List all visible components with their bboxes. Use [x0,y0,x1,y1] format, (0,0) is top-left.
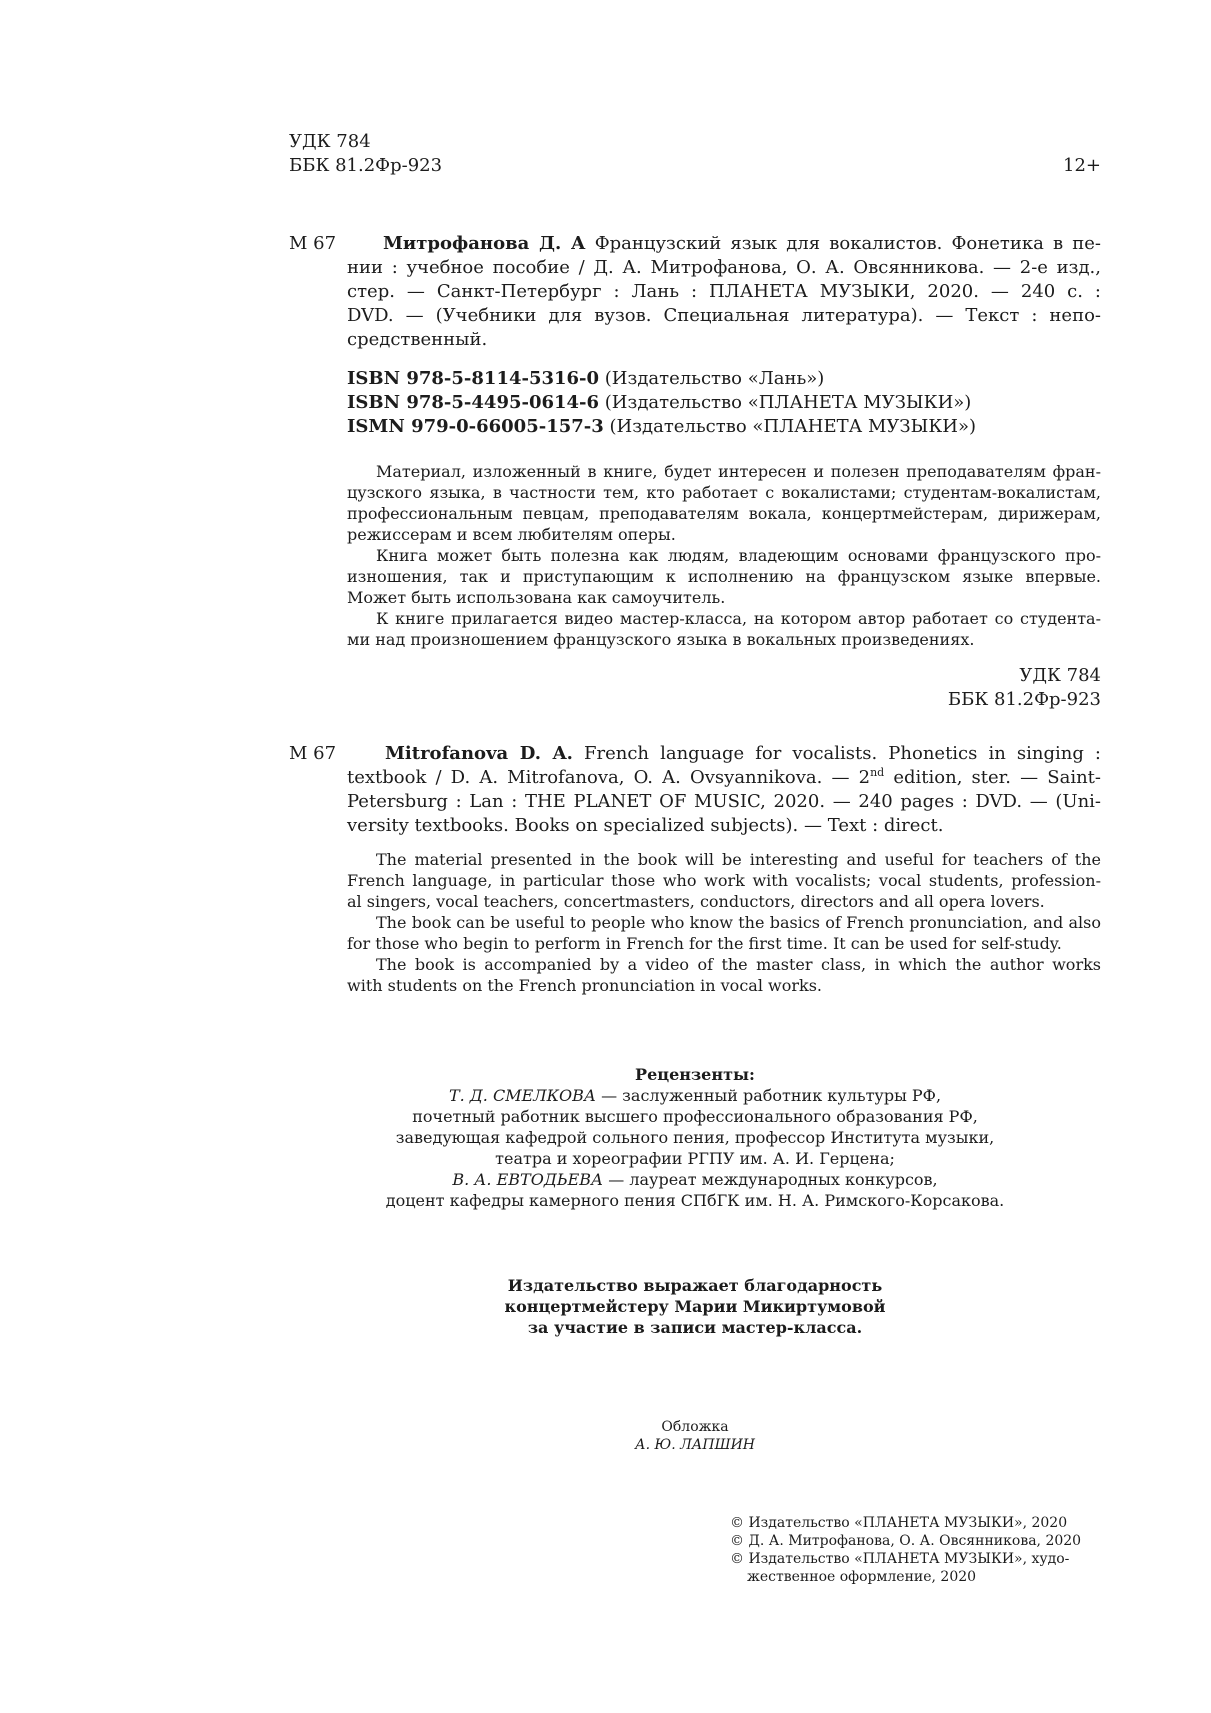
en-entry-line: textbook / D. A. Mitrofanova, O. A. Ovsyannikova. — 2nd edition, ster. — Saint- [347,766,1101,788]
classification-right [800,664,1101,712]
header-classification [289,130,1101,178]
ru-author-name: Митрофанова Д. А [383,233,586,254]
isbn-line: ISBN 978-5-8114-5316-0 (Издательство «Лань») [347,368,825,389]
copyright-line: © Д. А. Митрофанова, О. А. Овсянникова, 2020 [730,1533,1082,1549]
en-entry-line: Petersburg : Lan : THE PLANET OF MUSIC, 2020. — 240 pages : DVD. — (Uni- [347,791,1101,812]
copyright-line: жественное оформление, 2020 [747,1569,977,1585]
gratitude-note: Издательство выражает благодарность концертмейстеру Марии Микиртумовой за участие в записи мастер-класса. [504,1276,886,1337]
ru-abstract: Материал, изложенный в книге, будет интересен и полезен преподавателям фран- цузского языка, в частности тем, кто работает с вокалистами; студентам-вокалистам, профессиональным певцам, преподавателям вокала, концертмейстерам, дирижерам, режиссерам и всем любителям оперы. Книга может быть полезна как людям, владеющим основами французского про- изношения, так и приступающим к исполнению на французском языке впервые. Может быть использована как самоучитель. К книге прилагается видео мастер-класса, на котором автор работает со студента- ми над произношением французского языка в вокальных произведениях. [347,462,1101,649]
ru-entry-line: стер. — Санкт-Петербург : Лань : ПЛАНЕТА МУЗЫКИ, 2020. — 240 с. : [347,281,1101,302]
udk-right: УДК 784 [1019,665,1101,686]
cover-credit [289,1418,1101,1454]
ru-bibliographic-entry [347,232,1101,352]
reviewer-1: Т. Д. СМЕЛКОВА — заслуженный работник культуры РФ, [448,1086,942,1105]
en-author-name: Mitrofanova D. A. [385,743,573,764]
header-bbk: ББК 81.2Фр-923 [289,155,443,176]
ru-entry-line: DVD. — (Учебники для вузов. Специальная литература). — Текст : непо- [347,305,1101,326]
cover-label: Обложка [661,1419,729,1435]
age-rating: 12+ [1063,155,1101,176]
reviewers: Рецензенты: Т. Д. СМЕЛКОВА — заслуженный работник культуры РФ, почетный работник высшего профессионального образования РФ, заведующая кафедрой сольного пения, профессор Института музыки, театра и хореографии РГПУ им. А. И. Герцена; В. А. ЕВТОДЬЕВА — лауреат международных конкурсов, доцент кафедры камерного пения СПбГК им. Н. А. Римского-Корсакова. [289,1064,1101,1211]
copyright-line: © Издательство «ПЛАНЕТА МУЗЫКИ», 2020 [730,1515,1068,1531]
header-udk: УДК 784 [289,131,371,152]
reviewer-2: В. А. ЕВТОДЬЕВА — лауреат международных конкурсов, [452,1170,938,1189]
en-abstract: The material presented in the book will be interesting and useful for teachers of the French language, in particular those who work with vocalists; vocal students, profession- al singers, vocal teachers, concertmasters, conductors, directors and all opera lovers. The book can be useful to people who know the basics of French pronunciation, and also for those who begin to perform in French for the first time. It can be used for self-study. The book is accompanied by a video of the master class, in which the author works with students on the French pronunciation in vocal works. [347,850,1101,995]
en-entry-line: Mitrofanova D. A. French language for vocalists. Phonetics in singing : [385,743,1102,764]
copyright-line: © Издательство «ПЛАНЕТА МУЗЫКИ», худо- [730,1551,1070,1567]
cover-designer: А. Ю. ЛАПШИН [635,1437,755,1453]
copyright-block [730,1514,1101,1586]
ru-entry-line: нии : учебное пособие / Д. А. Митрофанова, О. А. Овсянникова. — 2-е изд., [347,257,1101,278]
bbk-right: ББК 81.2Фр-923 [947,689,1101,710]
isbn-list [347,367,1101,439]
isbn-line: ISBN 978-5-4495-0614-6 (Издательство «ПЛАНЕТА МУЗЫКИ») [347,392,972,413]
reviewers-heading: Рецензенты: [635,1065,755,1084]
en-author-code: М 67 [289,743,337,764]
ismn-line: ISMN 979-0-66005-157-3 (Издательство «ПЛАНЕТА МУЗЫКИ») [347,416,976,437]
en-entry-line: versity textbooks. Books on specialized subjects). — Text : direct. [347,815,944,836]
en-bibliographic-entry [347,742,1101,838]
ru-author-code: М 67 [289,233,337,254]
ru-entry-line: Митрофанова Д. А Французский язык для вокалистов. Фонетика в пе- [383,233,1101,254]
ru-entry-line: средственный. [347,329,488,350]
